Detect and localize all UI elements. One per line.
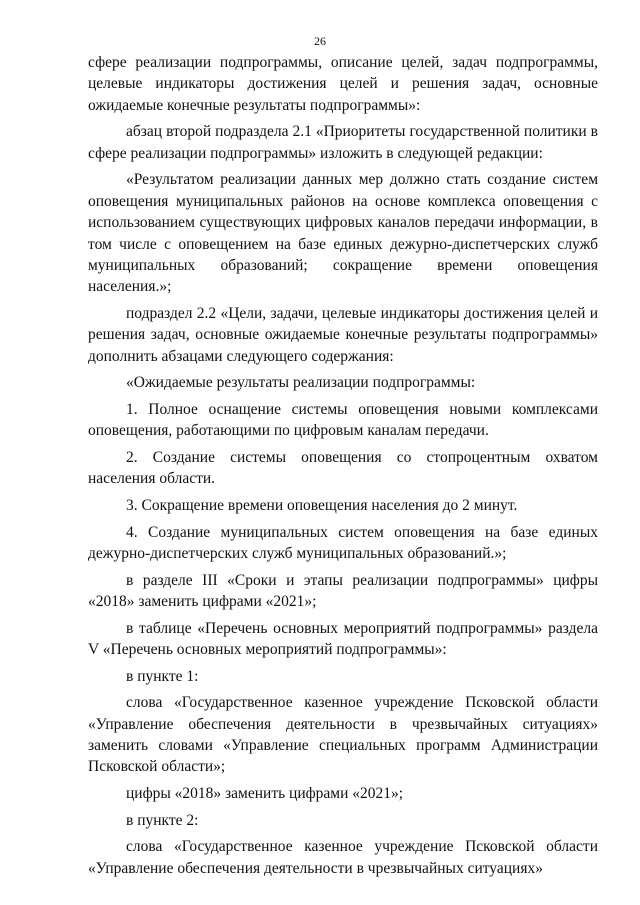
paragraph: цифры «2018» заменить цифрами «2021»;: [126, 785, 404, 803]
paragraph: слова «Государственное казенное учреждение Псковской области «Управление обеспечения деятельности в чрезвычайных ситуациях» заменить словами «Управление специальных программ Администрации Псковской области»;: [88, 694, 598, 776]
paragraph: в пункте 1:: [126, 667, 199, 685]
paragraph: 2. Создание системы оповещения со стопроцентным охватом населения области.: [88, 449, 598, 488]
paragraph: слова «Государственное казенное учреждение Псковской области «Управление обеспечения деятельности в чрезвычайных ситуациях»: [88, 838, 598, 877]
paragraph: 4. Создание муниципальных систем оповещения на базе единых дежурно-диспетчерских служб муниципальных образований.»;: [88, 523, 598, 563]
paragraph: в пункте 2:: [126, 811, 199, 829]
paragraph: подраздел 2.2 «Цели, задачи, целевые индикаторы достижения целей и решения задач, основные ожидаемые конечные результаты подпрограммы» дополнить абзацами следующего содержания:: [88, 305, 598, 365]
paragraph: абзац второй подраздела 2.1 «Приоритеты государственной политики в сфере реализации подпрограммы» изложить в следующей редакции:: [88, 123, 598, 162]
page-number: 26: [314, 34, 326, 48]
paragraph: в разделе III «Сроки и этапы реализации подпрограммы» цифры «2018» заменить цифрами «2021»;: [88, 571, 598, 611]
paragraph: сфере реализации подпрограммы, описание целей, задач подпрограммы, целевые индикаторы достижения целей и решения задач, основные ожидаемые конечные результаты подпрограммы»:: [88, 54, 598, 114]
paragraph: «Результатом реализации данных мер должно стать создание систем оповещения муниципальных районов на основе комплекса оповещения с использованием существующих цифровых каналов передачи информации, в том числе с оповещением на базе единых дежурно-диспетчерских служб муниципальных образований; сокращение времени оповещения населения.»;: [88, 171, 598, 296]
paragraph: в таблице «Перечень основных мероприятий подпрограммы» раздела V «Перечень основных мероприятий подпрограммы»:: [88, 619, 598, 659]
paragraph: 1. Полное оснащение системы оповещения новыми комплексами оповещения, работающими по цифровым каналам передачи.: [88, 401, 598, 440]
document-body: [88, 52, 598, 884]
paragraph: 3. Сокращение времени оповещения населения до 2 минут.: [126, 497, 518, 515]
paragraph: «Ожидаемые результаты реализации подпрограммы:: [126, 374, 476, 392]
